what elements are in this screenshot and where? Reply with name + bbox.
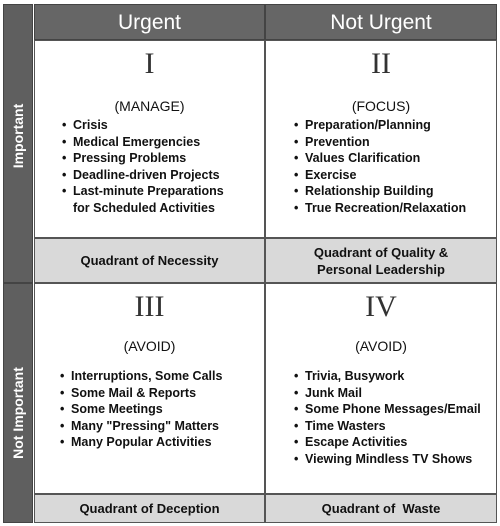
list-item: • Many Popular Activities (60, 434, 222, 451)
column-header-urgent: Urgent (34, 4, 265, 40)
quadrant-label-line: Quadrant of Deception (79, 501, 220, 516)
list-item: • Medical Emergencies (62, 134, 224, 151)
quadrant-2-label (265, 238, 497, 283)
list-item: • Last-minute Preparations (62, 183, 224, 200)
quadrant-1 (34, 40, 265, 238)
quadrant-2 (265, 40, 497, 238)
quadrant-numeral: IV (365, 290, 397, 323)
quadrant-numeral: II (371, 47, 391, 80)
list-item: • Pressing Problems (62, 150, 224, 167)
list-item: • Relationship Building (294, 183, 466, 200)
list-item: • Escape Activities (294, 434, 481, 451)
list-item: • Many "Pressing" Matters (60, 418, 222, 435)
column-header-not-urgent: Not Urgent (265, 4, 497, 40)
list-item: • Crisis (62, 117, 224, 134)
quadrant-item-list (62, 117, 224, 216)
list-item: • Viewing Mindless TV Shows (294, 451, 481, 468)
list-item: • Preparation/Planning (294, 117, 466, 134)
quadrant-label-line: Quadrant of Quality & (313, 244, 449, 260)
quadrant-item-list (294, 117, 466, 216)
quadrant-label-line: Quadrant of Waste (321, 501, 441, 516)
row-label-important: Important (10, 103, 26, 168)
list-item: • Trivia, Busywork (294, 368, 481, 385)
quadrant-item-list (294, 368, 481, 467)
quadrant-3 (34, 283, 265, 494)
quadrant-label-line: Personal Leadership (317, 261, 445, 277)
list-item-continuation: for Scheduled Activities (73, 200, 215, 215)
row-header-not-important (3, 283, 33, 523)
list-item: • Time Wasters (294, 418, 481, 435)
quadrant-numeral: III (134, 290, 165, 323)
list-item: • Interruptions, Some Calls (60, 368, 222, 385)
list-item: • True Recreation/Relaxation (294, 200, 466, 217)
list-item: • Prevention (294, 134, 466, 151)
quadrant-action: (AVOID) (123, 338, 176, 354)
list-item: • Some Phone Messages/Email (294, 401, 481, 418)
quadrant-item-list (60, 368, 222, 451)
list-item: • Junk Mail (294, 385, 481, 402)
quadrant-label-line: Quadrant of Necessity (80, 253, 219, 268)
quadrant-action: (AVOID) (355, 338, 407, 354)
quadrant-4 (265, 283, 497, 494)
quadrant-numeral: I (144, 47, 155, 80)
quadrant-action: (MANAGE) (114, 98, 185, 114)
row-label-not-important: Not Important (10, 367, 26, 459)
list-item: • Some Mail & Reports (60, 385, 222, 402)
row-header-important (3, 4, 33, 283)
quadrant-action: (FOCUS) (351, 98, 411, 114)
quadrant-1-label (34, 238, 265, 283)
quadrant-4-label (265, 494, 497, 523)
list-item: • Deadline-driven Projects (62, 167, 224, 184)
quadrant-3-label (34, 494, 265, 523)
list-item: • Values Clarification (294, 150, 466, 167)
list-item: • Exercise (294, 167, 466, 184)
list-item: • Some Meetings (60, 401, 222, 418)
